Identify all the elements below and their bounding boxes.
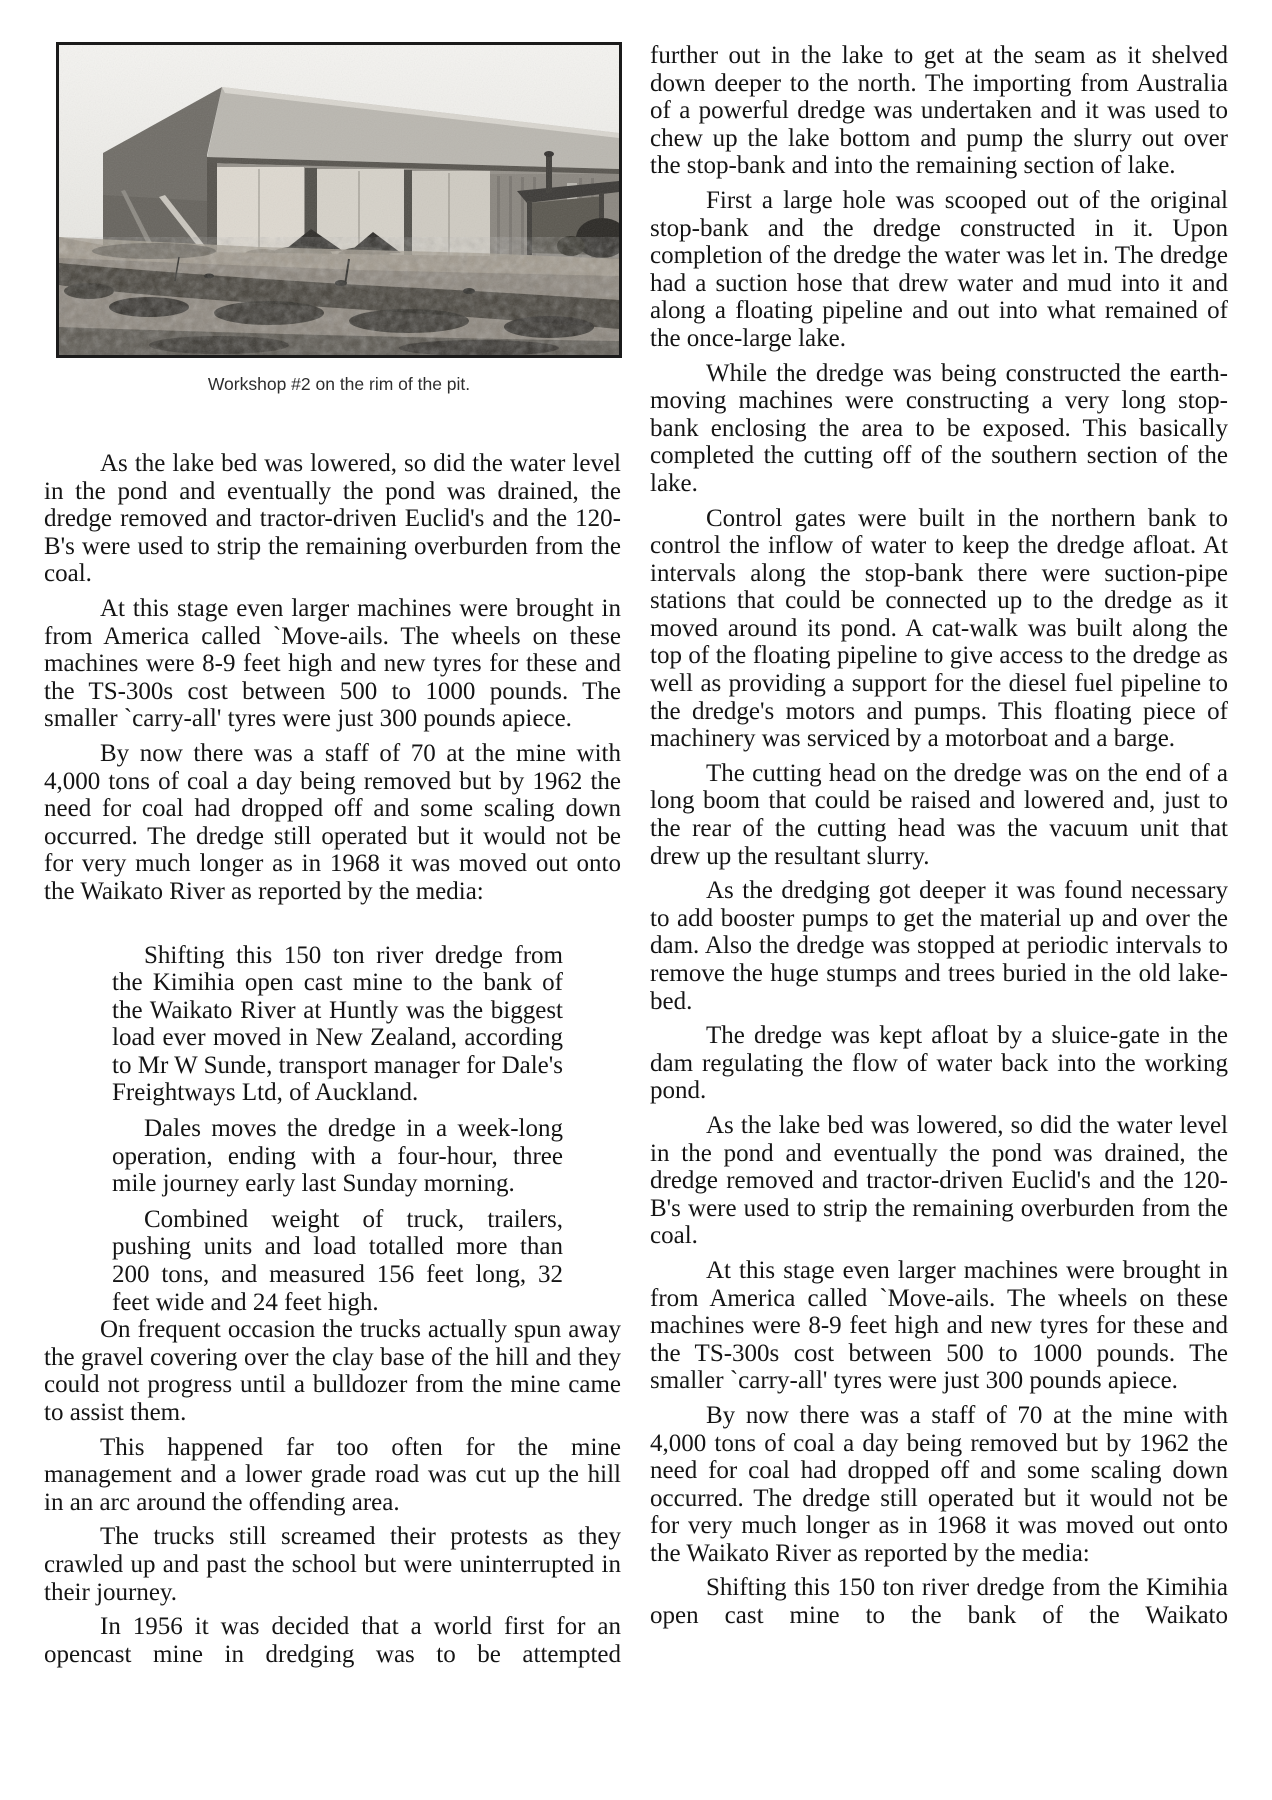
paragraph: In 1956 it was decided that a world first for an opencast mine in dredging was to be attempted <box>44 1613 621 1668</box>
workshop-photo-illustration <box>59 45 619 355</box>
paragraph: On frequent occasion the trucks actually spun away the gravel covering over the clay base of the hill and they could not progress until a bulldozer from the mine came to assist them. <box>44 1316 621 1426</box>
media-quote-block <box>44 942 621 1317</box>
paragraph: This happened far too often for the mine management and a lower grade road was cut up the hill in an arc around the offending area. <box>44 1433 621 1516</box>
paragraph: The trucks still screamed their protests as they crawled up and past the school but were uninterrupted in their journey. <box>44 1523 621 1606</box>
photo-caption: Workshop #2 on the rim of the pit. <box>207 374 471 394</box>
paragraph: As the dredging got deeper it was found necessary to add booster pumps to get the material up and over the dam. Also the dredge was stopped at periodic intervals to remove the huge stumps and trees buried in the old lake-bed. <box>650 877 1228 1015</box>
paragraph: The cutting head on the dredge was on the end of a long boom that could be raised and lowered and, just to the rear of the cutting head was the vacuum unit that drew up the resultant slurry. <box>650 759 1228 870</box>
paragraph: As the lake bed was lowered, so did the water level in the pond and eventually the pond was drained, the dredge removed and tractor-driven Euclid's and the 120-B's were used to strip the remaining overburden from the coal. <box>650 1111 1228 1250</box>
left-column <box>44 450 621 1675</box>
right-column <box>650 42 1228 1637</box>
paragraph: While the dredge was being constructed the earth-moving machines were constructing a very long stop-bank enclosing the area to be exposed. This basically completed the cutting off of the southern section of the lake. <box>650 359 1228 497</box>
workshop-photo-figure <box>56 42 622 358</box>
paragraph: The dredge was kept afloat by a sluice-gate in the dam regulating the flow of water back into the working pond. <box>650 1022 1228 1105</box>
paragraph: Control gates were built in the northern bank to control the inflow of water to keep the dredge afloat. At intervals along the stop-bank there were suction-pipe stations that could be connected up to the dredge as it moved around its pond. A cat-walk was built along the top of the floating pipeline to give access to the dredge as well as providing a support for the diesel fuel pipeline to the dredge's motors and pumps. This floating piece of machinery was serviced by a motorboat and a barge. <box>650 504 1228 753</box>
paragraph: At this stage even larger machines were brought in from America called `Move-ails. The wheels on these machines were 8-9 feet high and new tyres for these and the TS-300s cost between 500 to 1000 pounds. The smaller `carry-all' tyres were just 300 pounds apiece. <box>44 594 621 733</box>
paragraph: By now there was a staff of 70 at the mine with 4,000 tons of coal a day being removed but by 1962 the need for coal had dropped off and some scaling down occurred. The dredge still operated but it would not be for very much longer as in 1968 it was moved out onto the Waikato River as reported by the media: <box>650 1401 1228 1567</box>
quote-paragraph: Shifting this 150 ton river dredge from the Kimihia open cast mine to the bank of the Waikato River at Huntly was the biggest load ever moved in New Zealand, according to Mr W Sunde, transport manager for Dale's Freightways Ltd, of Auckland. <box>112 941 563 1107</box>
quote-paragraph: Dales moves the dredge in a week-long operation, ending with a four-hour, three mile journey early last Sunday morning. <box>112 1115 563 1198</box>
quote-paragraph: Combined weight of truck, trailers, pushing units and load totalled more than 200 tons, and measured 156 feet long, 32 feet wide and 24 feet high. <box>112 1205 563 1316</box>
paragraph: As the lake bed was lowered, so did the water level in the pond and eventually the pond was drained, the dredge removed and tractor-driven Euclid's and the 120-B's were used to strip the remaining overburden from the coal. <box>44 450 621 588</box>
workshop-photo <box>56 42 622 358</box>
paragraph: further out in the lake to get at the seam as it shelved down deeper to the north. The importing from Australia of a powerful dredge was undertaken and it was used to chew up the lake bottom and pump the slurry out over the stop-bank and into the remaining section of lake. <box>650 42 1228 180</box>
paragraph: At this stage even larger machines were brought in from America called `Move-ails. The wheels on these machines were 8-9 feet high and new tyres for these and the TS-300s cost between 500 to 1000 pounds. The smaller `carry-all' tyres were just 300 pounds apiece. <box>650 1256 1228 1395</box>
paragraph: First a large hole was scooped out of the original stop-bank and the dredge constructed in it. Upon completion of the dredge the water was let in. The dredge had a suction hose that drew water and mud into it and along a floating pipeline and out into what remained of the once-large lake. <box>650 186 1228 352</box>
paragraph: By now there was a staff of 70 at the mine with 4,000 tons of coal a day being removed but by 1962 the need for coal had dropped off and some scaling down occurred. The dredge still operated but it would not be for very much longer as in 1968 it was moved out onto the Waikato River as reported by the media: <box>44 739 621 905</box>
paragraph: Shifting this 150 ton river dredge from the Kimihia open cast mine to the bank of the Waikato <box>650 1574 1228 1630</box>
